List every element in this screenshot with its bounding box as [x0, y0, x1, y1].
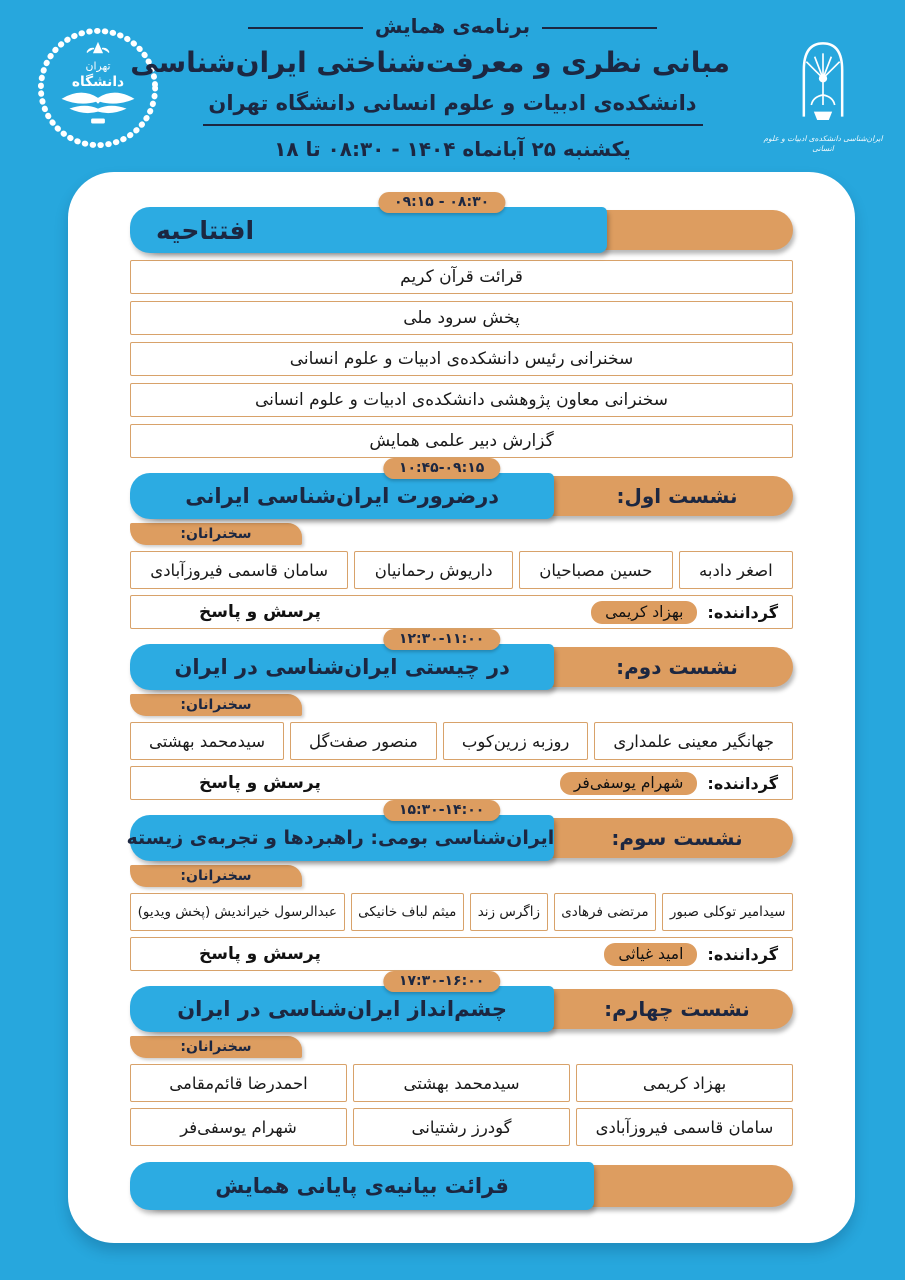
- program-label: برنامه‌ی همایش: [374, 14, 531, 38]
- session-2-moderator-row: [130, 766, 793, 800]
- opening-item: سخنرانی رئیس دانشکده‌ی ادبیات و علوم انسانی: [130, 342, 793, 376]
- session-1-header: [130, 460, 793, 519]
- speaker-box: بهزاد کریمی: [576, 1064, 793, 1102]
- speaker-box: اصغر دادبه: [679, 551, 793, 589]
- decorative-rule-left: [248, 27, 363, 29]
- subtitle-underline: [203, 124, 703, 126]
- session-2-blue-bar: [130, 644, 554, 690]
- section-opening: [130, 194, 793, 458]
- arch-emblem-icon: [777, 30, 869, 130]
- poster-header: [0, 0, 905, 172]
- qa-label: پرسش و پاسخ: [199, 773, 321, 793]
- session-3-time-badge: ۱۵:۳۰-۱۴:۰۰: [383, 800, 500, 821]
- session-3-label: نشست سوم:: [611, 826, 743, 850]
- session-3-blue-bar: [126, 815, 555, 861]
- opening-item: سخنرانی معاون پژوهشی دانشکده‌ی ادبیات و علوم انسانی: [130, 383, 793, 417]
- opening-item: پخش سرود ملی: [130, 301, 793, 335]
- section-session-4: [130, 973, 793, 1146]
- decorative-rule-right: [542, 27, 657, 29]
- university-of-tehran-logo: [34, 24, 162, 152]
- wings-icon-lower: [69, 106, 126, 113]
- session-4-time-badge: ۱۷:۳۰-۱۶:۰۰: [383, 971, 500, 992]
- section-session-1: [130, 460, 793, 629]
- moderator-group: [560, 772, 778, 795]
- moderator-label: گرداننده:: [707, 773, 778, 793]
- session-4-label: نشست چهارم:: [604, 997, 750, 1021]
- moderator-label: گرداننده:: [707, 602, 778, 622]
- speaker-box: گودرز رشتیانی: [353, 1108, 570, 1146]
- speaker-box: سیدمحمد بهشتی: [353, 1064, 570, 1102]
- speaker-box: سیدمحمد بهشتی: [130, 722, 284, 760]
- qa-label: پرسش و پاسخ: [199, 944, 321, 964]
- session-4-blue-bar: [130, 986, 554, 1032]
- title-block: [130, 14, 730, 161]
- speaker-box: روزبه زرین‌کوب: [443, 722, 589, 760]
- session-3-moderator-row: [130, 937, 793, 971]
- session-1-moderator-row: [130, 595, 793, 629]
- right-logo-caption: ایران‌شناسی دانشکده‌ی ادبیات و علوم انسانی: [763, 134, 883, 153]
- moderator-group: [591, 601, 778, 624]
- closing-title: قرائت بیانیه‌ی پایانی همایش: [215, 1174, 509, 1198]
- session-2-label: نشست دوم:: [616, 655, 738, 679]
- speaker-box: منصور صفت‌گل: [290, 722, 437, 760]
- qa-label: پرسش و پاسخ: [199, 602, 321, 622]
- speaker-box: داریوش رحمانیان: [354, 551, 513, 589]
- session-1-label: نشست اول:: [616, 484, 738, 508]
- speaker-box: احمدرضا قائم‌مقامی: [130, 1064, 347, 1102]
- session-2-header: [130, 631, 793, 690]
- opening-header: [130, 194, 793, 253]
- speaker-box: سامان قاسمی فیروزآبادی: [576, 1108, 793, 1146]
- speaker-box: حسین مصباحیان: [519, 551, 673, 589]
- session-2-time-badge: ۱۲:۳۰-۱۱:۰۰: [383, 629, 500, 650]
- speaker-box: شهرام یوسفی‌فر: [130, 1108, 347, 1146]
- speakers-tab: سخنرانان:: [130, 1036, 302, 1058]
- opening-item: قرائت قرآن کریم: [130, 260, 793, 294]
- session-2-speakers-row: [130, 722, 793, 760]
- session-4-speakers-row-1: [130, 1064, 793, 1102]
- conference-datetime: یکشنبه ۲۵ آبانماه ۱۴۰۴ - ۰۸:۳۰ تا ۱۸: [274, 137, 631, 161]
- logo-university-text: دانشگاه: [71, 74, 125, 91]
- section-session-3: [126, 802, 793, 971]
- program-card: [68, 172, 855, 1243]
- moderator-name: بهزاد کریمی: [591, 601, 697, 624]
- logo-city-text: تهران: [85, 59, 111, 73]
- speaker-box: زاگرس زند: [470, 893, 548, 931]
- iranology-association-logo: [763, 30, 883, 154]
- session-4-title: چشم‌انداز ایران‌شناسی در ایران: [177, 997, 508, 1021]
- session-1-title: درضرورت ایران‌شناسی ایرانی: [185, 484, 500, 508]
- section-session-2: [130, 631, 793, 800]
- opening-time-badge: ۰۹:۱۵ - ۰۸:۳۰: [378, 192, 505, 213]
- moderator-group: [604, 943, 778, 966]
- session-1-blue-bar: [130, 473, 554, 519]
- session-1-speakers-row: [130, 551, 793, 589]
- opening-item: گزارش دبیر علمی همایش: [130, 424, 793, 458]
- program-line: [175, 14, 730, 38]
- session-1-time-badge: ۱۰:۴۵-۰۹:۱۵: [383, 458, 500, 479]
- speakers-tab: سخنرانان:: [130, 523, 302, 545]
- session-4-speakers-row-2: [130, 1108, 793, 1146]
- session-3-speakers-row: [130, 893, 793, 931]
- tulip-icon: [87, 44, 109, 53]
- logo-base: [91, 119, 105, 124]
- speaker-box: میثم لباف خانیکی: [351, 893, 465, 931]
- conference-subtitle: دانشکده‌ی ادبیات و علوم انسانی دانشگاه تهران: [208, 91, 697, 115]
- closing-blue-bar: [130, 1162, 594, 1210]
- moderator-label: گرداننده:: [707, 944, 778, 964]
- session-4-header: [130, 973, 793, 1032]
- speaker-box: مرتضی فرهادی: [554, 893, 657, 931]
- opening-header-blue-bar: [130, 207, 607, 253]
- speakers-tab: سخنرانان:: [130, 865, 302, 887]
- opening-title: افتتاحیه: [156, 215, 255, 245]
- session-3-header: [126, 802, 793, 861]
- speaker-box: سیدامیر توکلی صبور: [662, 893, 793, 931]
- speakers-tab: سخنرانان:: [130, 694, 302, 716]
- moderator-name: امید غیاثی: [604, 943, 697, 966]
- session-3-title: ایران‌شناسی بومی: راهبردها و تجربه‌ی زیسته: [126, 827, 555, 849]
- moderator-name: شهرام یوسفی‌فر: [560, 772, 698, 795]
- speaker-box: عبدالرسول خیراندیش (پخش ویدیو): [130, 893, 345, 931]
- wings-icon: [62, 93, 135, 104]
- conference-title: مبانی نظری و معرفت‌شناختی ایران‌شناسی: [130, 46, 730, 79]
- session-2-title: در چیستی ایران‌شناسی در ایران: [174, 655, 510, 679]
- speaker-box: جهانگیر معینی علمداری: [594, 722, 793, 760]
- speaker-box: سامان قاسمی فیروزآبادی: [130, 551, 348, 589]
- closing-statement-bar: [130, 1162, 793, 1210]
